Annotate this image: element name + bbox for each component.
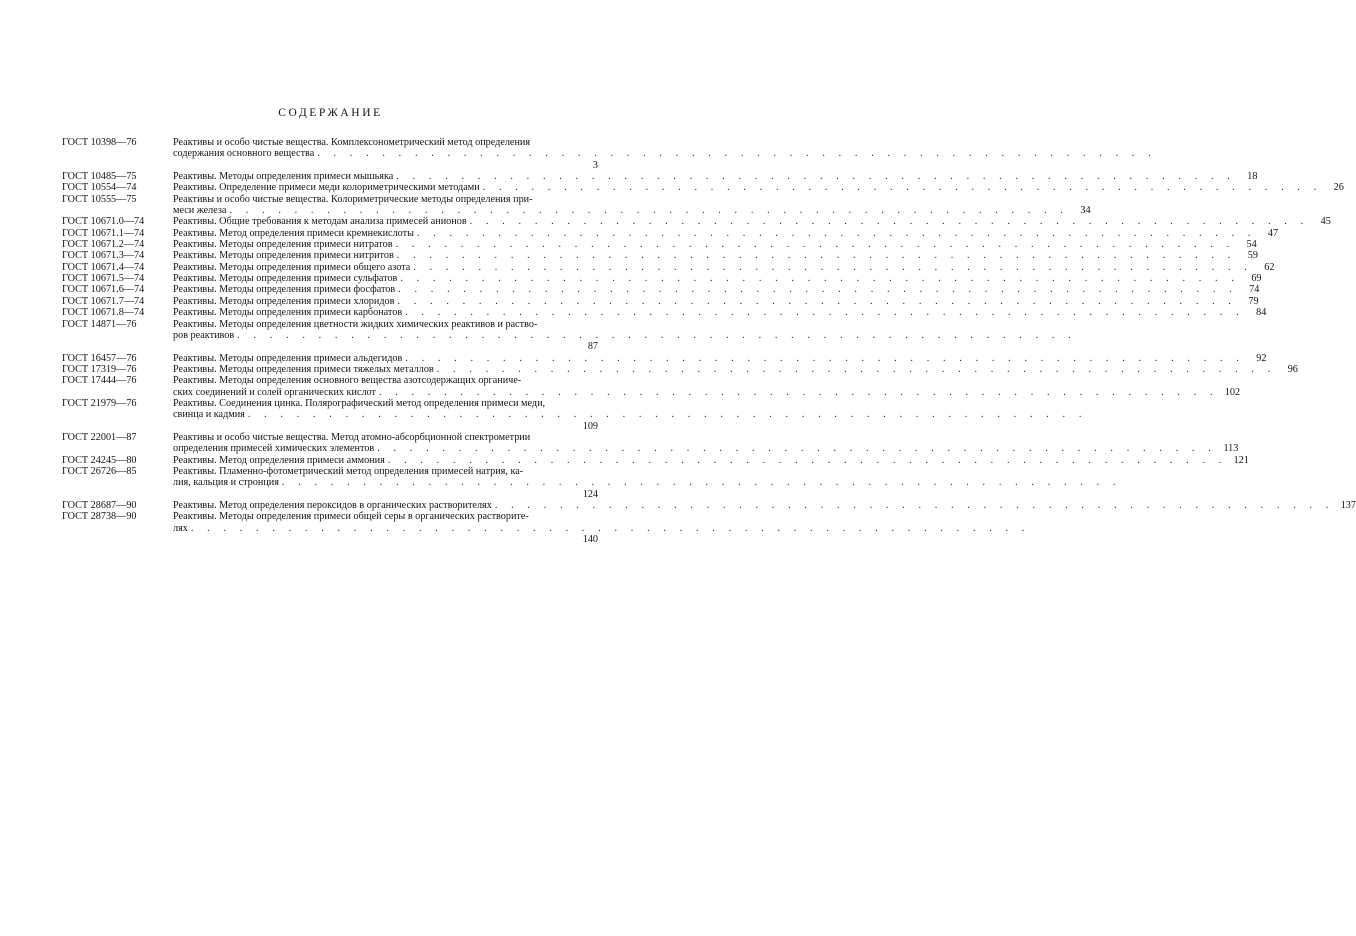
entry-title <box>173 511 1031 546</box>
page-number: 54 <box>1246 239 1257 251</box>
entry-title <box>173 239 1257 251</box>
entry-title-line: Реактивы и особо чистые вещества. Колориметрические методы определения при- <box>173 193 533 205</box>
dot-leader: . . . . . . . . . . . . . . . . . . . . . . . . . . . . . . . . . . . . . . . . . . . . . . . . . . . . <box>398 284 1238 296</box>
toc-entry <box>62 284 1260 296</box>
dot-leader: . . . . . . . . . . . . . . . . . . . . . . . . . . . . . . . . . . . . . . . . . . . . . . . . . . . . <box>395 239 1235 251</box>
toc-entry <box>62 273 1262 285</box>
toc-entry <box>62 295 1259 307</box>
dot-leader: . . . . . . . . . . . . . . . . . . . . . . . . . . . . . . . . . . . . . . . . . . . . . . . . . . . . <box>396 250 1236 262</box>
page-number: 87 <box>587 341 598 353</box>
toc-entry <box>62 397 1087 432</box>
toc-entry <box>62 500 1356 511</box>
gost-number: ГОСТ 28687—90 <box>62 500 137 511</box>
dot-leader: . . . . . . . . . . . . . . . . . . . . . . . . . . . . . . . . . . . . . . . . . . . . . . . . . . . . <box>436 363 1276 375</box>
gost-number: ГОСТ 10671.6—74 <box>62 284 145 296</box>
entry-title-last-line <box>173 522 1031 534</box>
entry-title <box>173 193 1091 217</box>
entry-title-text: ских соединений и солей органических кислот <box>173 386 376 398</box>
entry-title-text: Реактивы. Методы определения примеси хлоридов <box>173 295 395 307</box>
toc-entry <box>62 227 1279 239</box>
entry-title-text: Реактивы. Методы определения примеси мышьяка <box>173 171 394 183</box>
dot-leader: . . . . . . . . . . . . . . . . . . . . . . . . . . . . . . . . . . . . . . . . . . . . . . . . . . . . <box>416 227 1257 239</box>
toc-entry <box>62 352 1267 364</box>
gost-number: ГОСТ 10554—74 <box>62 182 137 194</box>
dot-leader: . . . . . . . . . . . . . . . . . . . . . . . . . . . . . . . . . . . . . . . . . . . . . . . . . . . . <box>400 273 1240 285</box>
entry-title-text: Реактивы. Методы определения примеси карбонатов <box>173 307 403 319</box>
entry-title <box>173 500 1356 511</box>
entry-title-last-line <box>173 500 1356 511</box>
dot-leader: . . . . . . . . . . . . . . . . . . . . . . . . . . . . . . . . . . . . . . . . . . . . . . . . . . . . <box>413 261 1253 273</box>
dot-leader: . . . . . . . . . . . . . . . . . . . . . . . . . . . . . . . . . . . . . . . . . . . . . . . . . . . . <box>405 352 1245 364</box>
entry-title-last-line <box>173 443 1239 455</box>
gost-number: ГОСТ 17319—76 <box>62 363 137 375</box>
dot-leader: . . . . . . . . . . . . . . . . . . . . . . . . . . . . . . . . . . . . . . . . . . . . . . . . . . . . <box>190 522 1031 534</box>
dot-leader: . . . . . . . . . . . . . . . . . . . . . . . . . . . . . . . . . . . . . . . . . . . . . . . . . . . . <box>317 148 1157 160</box>
entry-title-text: лях <box>173 522 188 534</box>
entry-title-last-line <box>173 216 1331 228</box>
entry-title-last-line <box>173 454 1249 466</box>
entry-title-last-line <box>173 239 1257 251</box>
entry-title <box>173 307 1267 319</box>
entry-title-last-line <box>173 409 1087 421</box>
gost-number: ГОСТ 10398—76 <box>62 137 137 148</box>
entry-title <box>173 250 1258 262</box>
page-number: 124 <box>582 488 598 500</box>
toc-entry <box>62 375 1241 398</box>
page-number: 74 <box>1249 284 1260 296</box>
gost-number: ГОСТ 10671.0—74 <box>62 216 145 228</box>
dot-leader: . . . . . . . . . . . . . . . . . . . . . . . . . . . . . . . . . . . . . . . . . . . . . . . . . . . . <box>229 205 1069 217</box>
page-number: 140 <box>582 534 598 546</box>
page-number: 79 <box>1248 295 1259 307</box>
gost-number: ГОСТ 10555—75 <box>62 193 137 205</box>
toc-entry <box>62 363 1298 375</box>
dot-leader: . . . . . . . . . . . . . . . . . . . . . . . . . . . . . . . . . . . . . . . . . . . . . . . . . . . . <box>396 171 1236 183</box>
page-number: 92 <box>1256 352 1267 364</box>
page-number: 18 <box>1247 171 1258 183</box>
toc-entry <box>62 171 1258 183</box>
entry-title-line: Реактивы. Соединения цинка. Полярографический метод определения примеси меди, <box>173 397 546 409</box>
gost-number: ГОСТ 10671.1—74 <box>62 227 145 239</box>
page-number: 59 <box>1247 250 1258 262</box>
gost-number: ГОСТ 28738—90 <box>62 511 137 523</box>
toc-entry <box>62 454 1249 466</box>
gost-number: ГОСТ 10671.4—74 <box>62 261 145 273</box>
gost-number: ГОСТ 21979—76 <box>62 397 137 409</box>
gost-number: ГОСТ 10671.7—74 <box>62 295 145 307</box>
entry-title <box>173 182 1344 194</box>
entry-title <box>173 465 1122 500</box>
entry-title-text: Реактивы. Определение примеси меди колориметрическими методами <box>173 182 480 194</box>
toc-entry <box>62 261 1275 273</box>
entry-title-text: Реактивы. Методы определения примеси общего азота <box>173 261 411 273</box>
page-number: 3 <box>592 159 598 171</box>
entry-title-line: Реактивы и особо чистые вещества. Комплексонометрический метод определения <box>173 137 531 148</box>
dot-leader: . . . . . . . . . . . . . . . . . . . . . . . . . . . . . . . . . . . . . . . . . . . . . . . . . . . . <box>377 443 1217 455</box>
entry-title-text: свинца и кадмия <box>173 409 245 421</box>
entry-title <box>173 216 1331 228</box>
toc-entry <box>62 307 1267 319</box>
entry-title-text: Реактивы. Метод определения пероксидов в органических растворителях <box>173 500 492 511</box>
entry-title <box>173 137 1157 171</box>
entry-title-text: Реактивы. Метод определения примеси аммония <box>173 454 385 466</box>
entry-title <box>173 273 1262 285</box>
dot-leader: . . . . . . . . . . . . . . . . . . . . . . . . . . . . . . . . . . . . . . . . . . . . . . . . . . . . <box>397 295 1237 307</box>
entry-title <box>173 363 1298 375</box>
dot-leader: . . . . . . . . . . . . . . . . . . . . . . . . . . . . . . . . . . . . . . . . . . . . . . . . . . . . <box>378 386 1219 398</box>
page-number: 69 <box>1251 273 1262 285</box>
page-number: 47 <box>1267 227 1279 239</box>
gost-number: ГОСТ 26726—85 <box>62 465 137 477</box>
toc-entry <box>62 137 1157 171</box>
entry-title-text: Реактивы. Методы определения примеси нитратов <box>173 239 393 251</box>
dot-leader: . . . . . . . . . . . . . . . . . . . . . . . . . . . . . . . . . . . . . . . . . . . . . . . . . . . . <box>387 454 1227 466</box>
gost-number: ГОСТ 16457—76 <box>62 352 137 364</box>
entry-title-line: Реактивы. Пламенно-фотометрический метод определения примесей натрия, ка- <box>173 465 524 477</box>
gost-number: ГОСТ 10671.2—74 <box>62 239 145 251</box>
entry-title-last-line <box>173 477 1122 489</box>
dot-leader: . . . . . . . . . . . . . . . . . . . . . . . . . . . . . . . . . . . . . . . . . . . . . . . . . . . . <box>247 409 1087 421</box>
toc-entry <box>62 318 1077 353</box>
toc-entry <box>62 250 1258 262</box>
page-number: 26 <box>1333 182 1344 194</box>
entry-title <box>173 318 1077 353</box>
entry-title-line: Реактивы. Методы определения примеси общей серы в органических растворите- <box>173 511 529 523</box>
entry-title-text: Реактивы. Методы определения примеси фосфатов <box>173 284 396 296</box>
dot-leader: . . . . . . . . . . . . . . . . . . . . . . . . . . . . . . . . . . . . . . . . . . . . . . . . . . . . <box>494 500 1334 511</box>
gost-number: ГОСТ 10671.8—74 <box>62 307 145 319</box>
gost-number: ГОСТ 10671.3—74 <box>62 250 145 262</box>
page-number: 62 <box>1264 261 1275 273</box>
entry-title-last-line <box>173 307 1267 319</box>
entry-title-text: Реактивы. Методы определения примеси тяжелых металлов <box>173 363 434 375</box>
entry-title-text: Реактивы. Методы определения примеси нитритов <box>173 250 394 262</box>
entry-title <box>173 284 1260 296</box>
dot-leader: . . . . . . . . . . . . . . . . . . . . . . . . . . . . . . . . . . . . . . . . . . . . . . . . . . . . <box>405 307 1245 319</box>
entry-title-line: Реактивы и особо чистые вещества. Метод атомно-абсорбционной спектрометрии <box>173 431 531 443</box>
gost-number: ГОСТ 14871—76 <box>62 318 137 330</box>
page-number: 113 <box>1223 443 1239 455</box>
entry-title-line: Реактивы. Методы определения цветности жидких химических реактивов и раство- <box>173 318 538 330</box>
entry-title-last-line <box>173 386 1241 398</box>
entry-title-text: Реактивы. Метод определения примеси кремнекислоты <box>173 227 414 239</box>
table-of-contents <box>62 137 1356 546</box>
entry-title-last-line <box>173 352 1267 364</box>
page-number: 45 <box>1320 216 1331 228</box>
toc-entry <box>62 216 1331 228</box>
entry-title <box>173 431 1239 455</box>
dot-leader: . . . . . . . . . . . . . . . . . . . . . . . . . . . . . . . . . . . . . . . . . . . . . . . . . . . . <box>237 329 1077 341</box>
gost-number: ГОСТ 10671.5—74 <box>62 273 145 285</box>
toc-entry <box>62 431 1239 455</box>
gost-number: ГОСТ 22001—87 <box>62 431 137 443</box>
entry-title <box>173 227 1279 239</box>
gost-number: ГОСТ 10485—75 <box>62 171 137 183</box>
entry-title-last-line <box>173 273 1262 285</box>
entry-title-line: Реактивы. Методы определения основного вещества азотсодержащих органиче- <box>173 375 522 387</box>
entry-title-last-line <box>173 261 1275 273</box>
entry-title-last-line <box>173 250 1258 262</box>
entry-title-last-line <box>173 363 1298 375</box>
entry-title-last-line <box>173 182 1344 194</box>
entry-title-text: Реактивы. Общие требования к методам анализа примесей анионов <box>173 216 467 228</box>
toc-entry <box>62 511 1031 546</box>
toc-entry <box>62 193 1091 217</box>
page-number: 109 <box>582 420 598 432</box>
entry-title-last-line <box>173 295 1259 307</box>
entry-title <box>173 375 1241 398</box>
entry-title-last-line <box>173 148 1157 160</box>
entry-title <box>173 171 1258 183</box>
page-number: 121 <box>1233 454 1249 466</box>
toc-entry <box>62 239 1257 251</box>
entry-title-text: лия, кальция и стронция <box>173 477 279 489</box>
entry-title-text: содержания основного вещества <box>173 148 315 160</box>
entry-title <box>173 397 1087 432</box>
entry-title <box>173 352 1267 364</box>
entry-title-last-line <box>173 329 1077 341</box>
page-title: СОДЕРЖАНИЕ <box>278 107 383 119</box>
entry-title-last-line <box>173 171 1258 183</box>
entry-title-text: определения примесей химических элементов <box>173 443 375 455</box>
gost-number: ГОСТ 17444—76 <box>62 375 137 387</box>
toc-entry <box>62 182 1344 194</box>
page-number: 84 <box>1256 307 1267 319</box>
entry-title <box>173 454 1249 466</box>
toc-entry <box>62 465 1122 500</box>
entry-title <box>173 261 1275 273</box>
gost-number: ГОСТ 24245—80 <box>62 454 137 466</box>
entry-title-text: меси железа <box>173 205 227 217</box>
page-number: 102 <box>1224 386 1241 398</box>
dot-leader: . . . . . . . . . . . . . . . . . . . . . . . . . . . . . . . . . . . . . . . . . . . . . . . . . . . . <box>482 182 1322 194</box>
entry-title-last-line <box>173 284 1260 296</box>
entry-title-last-line <box>173 227 1279 239</box>
entry-title-text: Реактивы. Методы определения примеси сульфатов <box>173 273 398 285</box>
entry-title-text: Реактивы. Методы определения примеси альдегидов <box>173 352 403 364</box>
page-number: 137 <box>1340 500 1356 511</box>
entry-title-text: ров реактивов <box>173 329 235 341</box>
entry-title <box>173 295 1259 307</box>
dot-leader: . . . . . . . . . . . . . . . . . . . . . . . . . . . . . . . . . . . . . . . . . . . . . . . . . . . . <box>281 477 1122 489</box>
page-number: 34 <box>1080 205 1091 217</box>
page-number: 96 <box>1287 363 1298 375</box>
entry-title-last-line <box>173 205 1091 217</box>
dot-leader: . . . . . . . . . . . . . . . . . . . . . . . . . . . . . . . . . . . . . . . . . . . . . . . . . . . . <box>469 216 1309 228</box>
